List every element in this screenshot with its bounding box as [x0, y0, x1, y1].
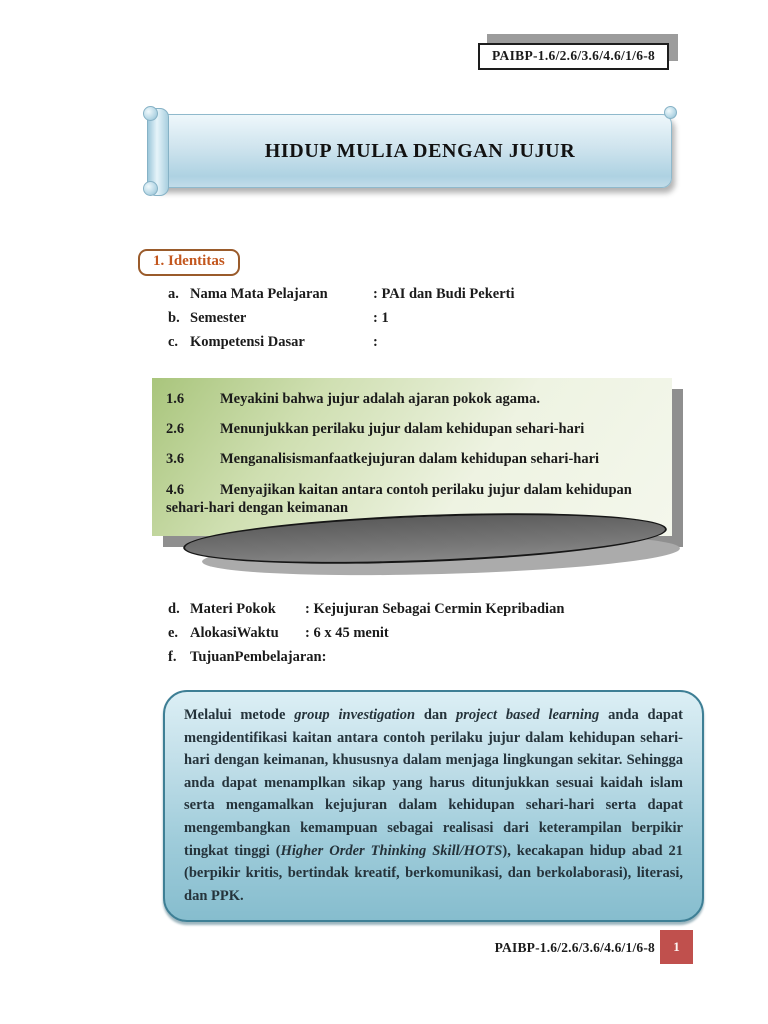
kd-row-1 — [166, 391, 658, 408]
row-label: Nama Mata Pelajaran — [190, 286, 328, 302]
identity-row-f — [168, 649, 668, 666]
kd-text: Menunjukkan perilaku jujur dalam kehidupan sehari-hari — [220, 421, 585, 437]
identity-row-e — [168, 625, 668, 642]
row-letter: e. — [168, 625, 179, 641]
kd-row-2 — [166, 421, 658, 438]
page-title: HIDUP MULIA DENGAN JUJUR — [264, 139, 576, 162]
kd-code: 3.6 — [166, 451, 185, 467]
row-letter: f. — [168, 649, 177, 665]
row-label: Kompetensi Dasar — [190, 334, 305, 350]
banner-curl-bottom-left — [143, 181, 158, 196]
row-letter: b. — [168, 310, 180, 326]
identity-row-d — [168, 601, 668, 618]
row-label: Materi Pokok — [190, 601, 276, 617]
module-code-box — [478, 43, 669, 70]
row-value: : PAI dan Budi Pekerti — [373, 286, 515, 302]
section-identitas-label: 1. Identitas — [153, 253, 225, 269]
row-label: Semester — [190, 310, 247, 326]
identity-row-a — [168, 286, 628, 303]
page-number-text: 1 — [673, 939, 680, 954]
row-value: : 1 — [373, 310, 389, 326]
banner-curl-top-left — [143, 106, 158, 121]
kd-text: Menganalisismanfaatkejujuran dalam kehidupan sehari-hari — [220, 451, 600, 467]
kompetensi-dasar-box — [152, 378, 672, 536]
row-value: : Kejujuran Sebagai Cermin Kepribadian — [305, 601, 565, 617]
kd-row-3 — [166, 451, 658, 468]
page-number-badge — [660, 930, 693, 964]
kd-code: 4.6 — [166, 482, 185, 498]
kd-text: Meyakini bahwa jujur adalah ajaran pokok agama. — [220, 391, 540, 407]
row-letter: c. — [168, 334, 179, 350]
row-value — [305, 649, 668, 666]
kd-row-4 — [166, 481, 658, 517]
row-value: : 6 x 45 menit — [305, 625, 389, 641]
footer-module-code: PAIBP-1.6/2.6/3.6/4.6/1/6-8 — [494, 940, 655, 955]
section-identitas-badge — [138, 249, 240, 276]
row-value: : — [373, 334, 378, 350]
module-code-text: PAIBP-1.6/2.6/3.6/4.6/1/6-8 — [492, 48, 656, 63]
identity-list-abc — [168, 286, 628, 358]
row-label: TujuanPembelajaran: — [190, 649, 327, 665]
identity-list-def — [168, 601, 668, 673]
tujuan-pembelajaran-box — [163, 690, 704, 922]
title-banner — [150, 114, 672, 188]
row-letter: d. — [168, 601, 180, 617]
identity-row-b — [168, 310, 628, 327]
kd-code: 2.6 — [166, 421, 185, 437]
row-label: AlokasiWaktu — [190, 625, 279, 641]
banner-curl-top-right — [664, 106, 677, 119]
identity-row-c — [168, 334, 628, 351]
tujuan-pembelajaran-text: Melalui metode group investigation dan project based learning anda dapat mengidentifikasi kaitan antara contoh perilaku jujur dalam kehidupan sehari-hari dengan keimanan, khususnya dalam menjaga lingkungan sekitar. Sehingga anda dapat menamplkan sikap yang harus ditunjukkan sesuai kaidah islam serta mengamalkan kejujuran dalam kehidupan sehari-hari serta dapat mengembangkan kemampuan sebagai realisasi dari keterampilan berpikir tingkat tinggi (Higher Order Thinking Skill/HOTS), kecakapan hidup abad 21 (berpikir kritis, bertindak kreatif, berkomunikasi, dan berkolaborasi), literasi, dan PPK. — [184, 707, 684, 904]
kd-text: Menyajikan kaitan antara contoh perilaku jujur dalam kehidupan sehari-hari dengan keimanan — [166, 482, 632, 516]
row-letter: a. — [168, 286, 179, 302]
kd-code: 1.6 — [166, 391, 185, 407]
